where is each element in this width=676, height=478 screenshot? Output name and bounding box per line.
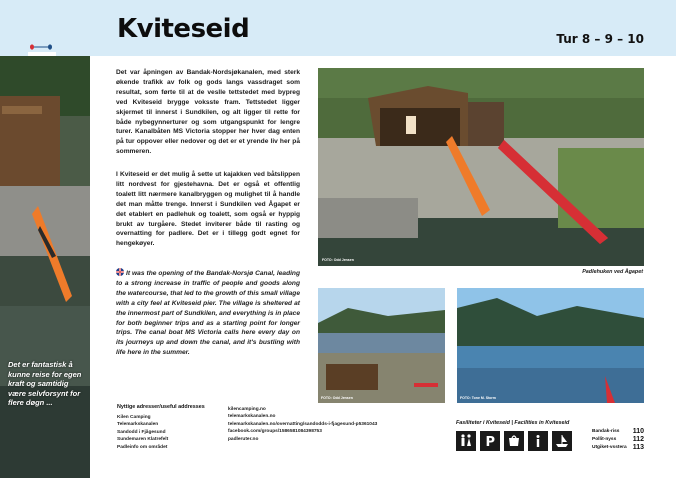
facilities-title: Fasiliteter i Kviteseid | Facilities in Kviteseid	[456, 420, 570, 426]
addresses-title: Nyttige adresser/useful addresses	[117, 404, 205, 410]
address-link[interactable]: padleruter.no	[228, 436, 259, 442]
reference-page: 110	[632, 428, 644, 435]
main-photo-credit: FOTO: Odd Jensen	[322, 258, 354, 262]
strip-caption: Det er fantastisk å kunne reise for egen kraft og samtidig være selvforsynt for flere døgn ...	[8, 360, 82, 407]
paragraph-1: Det var åpningen av Bandak-Nordsjøkanalen, med sterk økende trafikk av folk og gods langs vassdraget som resultat, som førte til at de veslle tettstedet med bypreg ved Kviteseid brygge voksste fram. Tettstedet ligger skjermet til innerst i Sundkilen, og alt ligger til rette for både nybegynnerturer og som utgangspunkt for lengre turer. Kanalbåten MS Victoria stopper her hver dag enten på tur oppover eller nedover og det er et yrende liv her på sommeren.	[116, 69, 300, 156]
uk-flag-icon	[116, 268, 124, 276]
address-names	[117, 414, 207, 451]
address-name: Telemarkskanalen	[117, 422, 159, 428]
facility-icons	[456, 431, 572, 451]
reference-page: 113	[632, 444, 644, 451]
reference-label: Utgiket-vsstera	[592, 445, 627, 450]
strip-photo	[0, 56, 90, 478]
reference-row	[592, 428, 644, 436]
address-link[interactable]: telemarkskanalen.no	[228, 414, 276, 420]
photo-shelter	[318, 288, 445, 403]
address-name: Sandodd i Fjågesund	[117, 429, 166, 435]
reference-label: Bandak-riss	[592, 429, 620, 434]
reference-row	[592, 436, 644, 444]
main-photo-caption: Padlehuken ved Ågapet	[582, 269, 643, 275]
photo-shelter-credit: FOTO: Odd Jensen	[321, 396, 353, 400]
reference-row	[592, 444, 644, 452]
parking-icon	[480, 431, 500, 451]
address-link[interactable]: telemarkskanalen.no/overnatting/sandodds-i-fjagesund-p5361043	[228, 421, 378, 427]
shop-icon	[504, 431, 524, 451]
paragraph-2: I Kviteseid er det mulig å sette ut kajakken ved båtslippen litt nordvest for gjestehavna. Det er også et offentlig toalett litt nærmere kanalbryggen og mulighet til å handle det man måtte trenge. Innerst i Sundkilen ved Ågapet er det etablert en padlehuk og toalett, som også er hyppig brukt av turgåere. Stedet inviterer både til rasting og overnatting for padlere. Det er i tillegg godt egnet for hengekøyer.	[116, 171, 300, 248]
address-links	[228, 406, 428, 443]
address-link[interactable]: kilencamping.no	[228, 407, 266, 412]
svg-text:P: P	[485, 435, 496, 449]
logo-area	[0, 0, 90, 56]
photo-lake-credit: FOTO: Tone M. Storm	[460, 396, 496, 400]
reference-label: Pollit-nyss	[592, 437, 617, 442]
page-title: Kviteseid	[117, 14, 250, 44]
tour-numbers: Tur 8 – 9 – 10	[556, 32, 644, 46]
address-name: Sundemaren Klatrefelt	[117, 437, 169, 443]
toilet-icon	[456, 431, 476, 451]
boat-slip-icon	[552, 431, 572, 451]
reference-page: 112	[632, 436, 644, 443]
paddle-icon	[30, 44, 52, 50]
info-icon	[528, 431, 548, 451]
paragraph-english	[116, 268, 300, 358]
main-photo-image	[318, 68, 644, 266]
main-photo	[318, 68, 644, 266]
address-name: Padleinfo om området	[117, 444, 168, 450]
left-photo-strip	[0, 0, 90, 478]
address-link[interactable]: facebook.com/groups/1586581084398753	[228, 429, 322, 435]
paragraph-english-text: It was the opening of the Bandak-Norsjø Canal, leading to a strong increase in traffic of people and goods along the watercourse, that led to the growth of this small village with a city feel at Kviteseid pier. The village is sheltered at the innermost part of Sundkilen, and everything is in place for both beginner trips and as a starting point for longer trips. The canal boat MS Victoria calls here every day on its journeys up and down the canal, and it's bustling with life here in the summer.	[116, 270, 300, 357]
photo-lake	[457, 288, 644, 403]
photo-lake-image	[457, 288, 644, 403]
photo-shelter-image	[318, 288, 445, 403]
page-references	[592, 428, 644, 452]
address-name: Kilen Camping	[117, 415, 151, 420]
header-band	[0, 0, 676, 56]
